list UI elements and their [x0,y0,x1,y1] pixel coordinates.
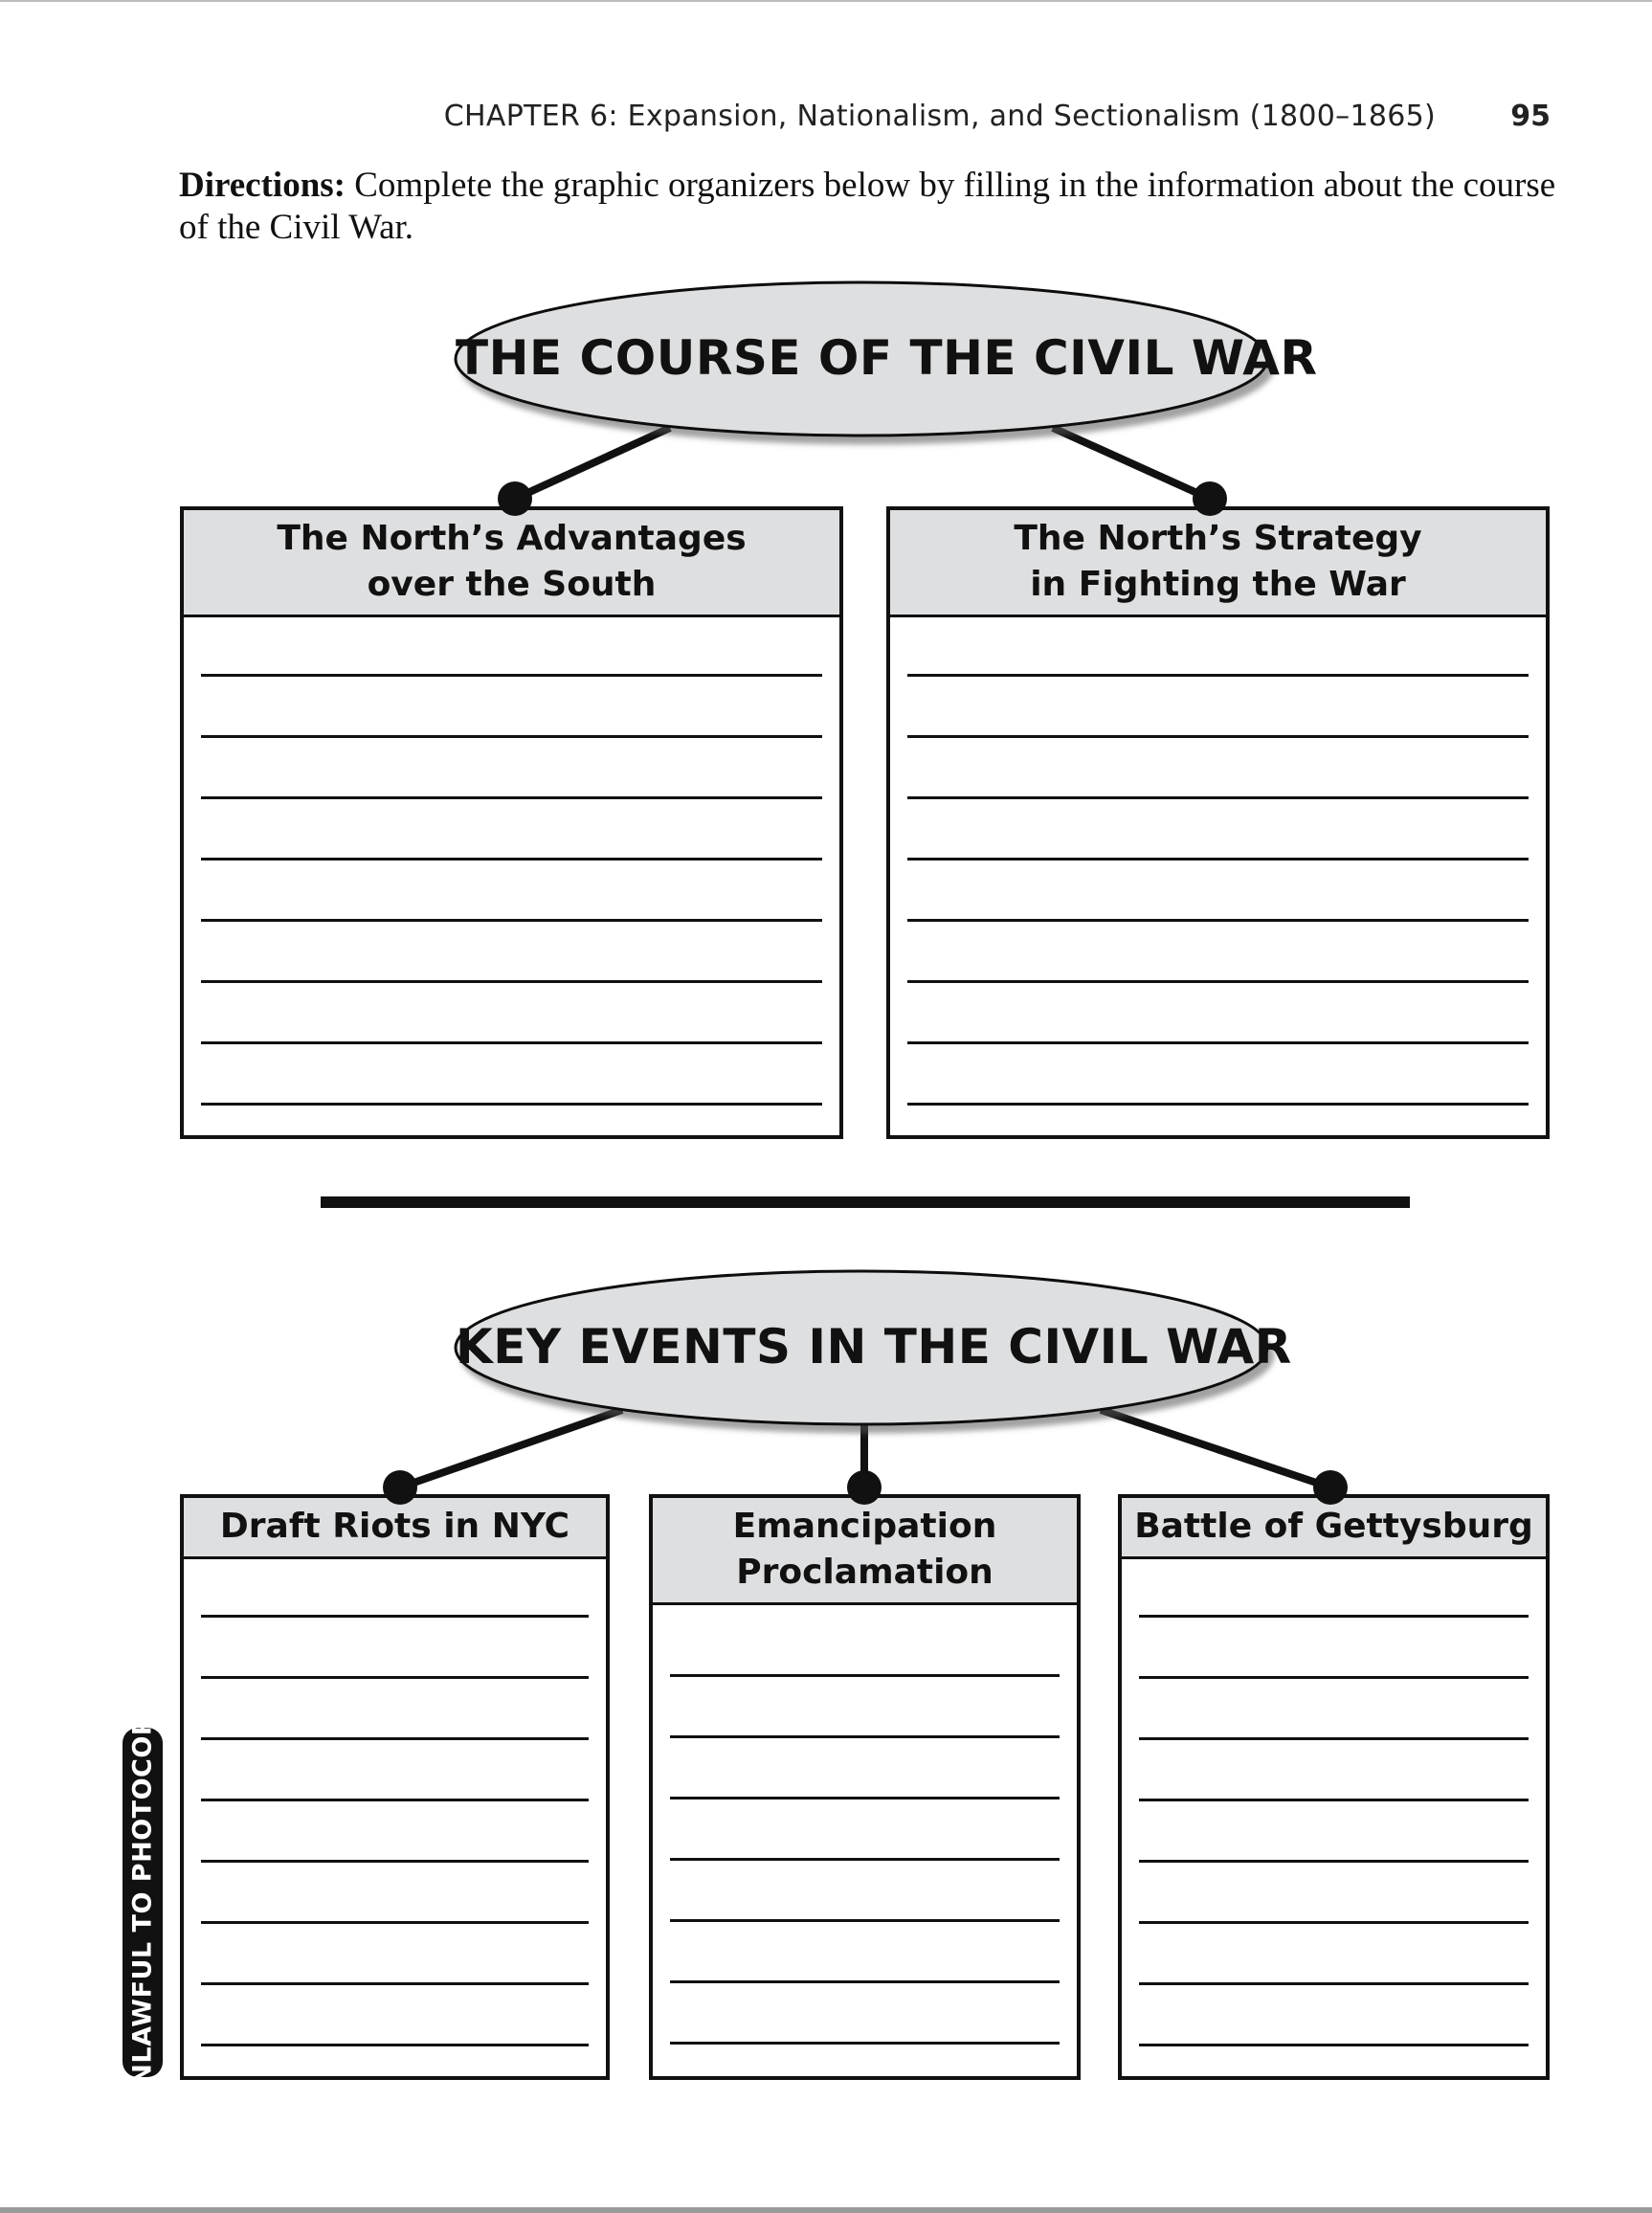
writing-line[interactable] [907,1041,1529,1044]
writing-line[interactable] [907,919,1529,922]
writing-line[interactable] [1139,2044,1529,2046]
writing-line[interactable] [670,1674,1060,1677]
writing-line[interactable] [201,796,822,799]
writing-line[interactable] [907,674,1529,677]
writing-line[interactable] [907,735,1529,738]
copyright-stamp [123,1696,163,2108]
directions-label: Directions: [179,166,346,205]
writing-line[interactable] [907,796,1529,799]
writing-line[interactable] [201,735,822,738]
writing-line[interactable] [201,1982,589,1985]
writing-line[interactable] [201,1799,589,1801]
connector-line [1053,428,1210,499]
writing-line[interactable] [1139,1615,1529,1618]
connector-line [1101,1410,1330,1487]
writing-line[interactable] [1139,1982,1529,1985]
writing-line[interactable] [670,2042,1060,2045]
connector-line [400,1410,622,1487]
box-heading-line: The North’s Strategy [1014,519,1422,558]
writing-line[interactable] [1139,1737,1529,1740]
section-divider [321,1196,1410,1208]
writing-line[interactable] [670,1919,1060,1922]
writing-line[interactable] [201,919,822,922]
writing-line[interactable] [201,1676,589,1679]
box-heading-line: The North’s Advantages [277,519,747,558]
writing-line[interactable] [201,980,822,983]
connector-line [515,428,670,499]
writing-line[interactable] [1139,1676,1529,1679]
writing-line[interactable] [201,1737,589,1740]
writing-line[interactable] [1139,1799,1529,1801]
writing-line[interactable] [670,1797,1060,1799]
organizer-box-emancipation [649,1494,1081,2080]
writing-line[interactable] [201,1615,589,1618]
box-heading [184,1498,606,1559]
box-heading-line: over the South [367,565,657,604]
writing-line[interactable] [907,1103,1529,1106]
directions-text: Complete the graphic organizers below by filling in the information about the course of the Civil War. [179,166,1556,247]
box-heading-line: Battle of Gettysburg [1134,1507,1533,1546]
organizer-title: THE COURSE OF THE CIVIL WAR [456,330,1318,386]
writing-line[interactable] [1139,1921,1529,1924]
chapter-title: CHAPTER 6: Expansion, Nationalism, and Sectionalism (1800–1865) [443,100,1436,133]
writing-line[interactable] [201,1103,822,1106]
organizer-title: KEY EVENTS IN THE CIVIL WAR [456,1319,1292,1375]
page-bottom-border [0,2207,1652,2213]
box-heading-line: Proclamation [736,1553,993,1592]
writing-line[interactable] [907,980,1529,983]
writing-line[interactable] [201,2044,589,2046]
writing-line[interactable] [201,674,822,677]
copyright-stamp-text: UNLAWFUL TO PHOTOCOPY [127,1696,158,2108]
box-heading-line: Emancipation [732,1507,997,1546]
writing-line[interactable] [201,1860,589,1863]
organizer-box-advantages [180,506,843,1139]
writing-line[interactable] [907,858,1529,861]
writing-line[interactable] [670,1735,1060,1738]
writing-line[interactable] [670,1858,1060,1861]
writing-line[interactable] [670,1980,1060,1983]
organizer-box-gettysburg [1118,1494,1550,2080]
writing-line[interactable] [1139,1860,1529,1863]
box-heading [184,510,839,617]
box-heading [653,1498,1077,1605]
writing-line[interactable] [201,1921,589,1924]
box-heading [1122,1498,1546,1559]
writing-line[interactable] [201,858,822,861]
writing-line[interactable] [201,1041,822,1044]
organizer-box-strategy [886,506,1550,1139]
organizer-box-draft-riots [180,1494,610,2080]
page-number: 95 [1510,100,1551,133]
box-heading-line: Draft Riots in NYC [219,1507,570,1546]
box-heading [890,510,1546,617]
box-heading-line: in Fighting the War [1030,565,1406,604]
